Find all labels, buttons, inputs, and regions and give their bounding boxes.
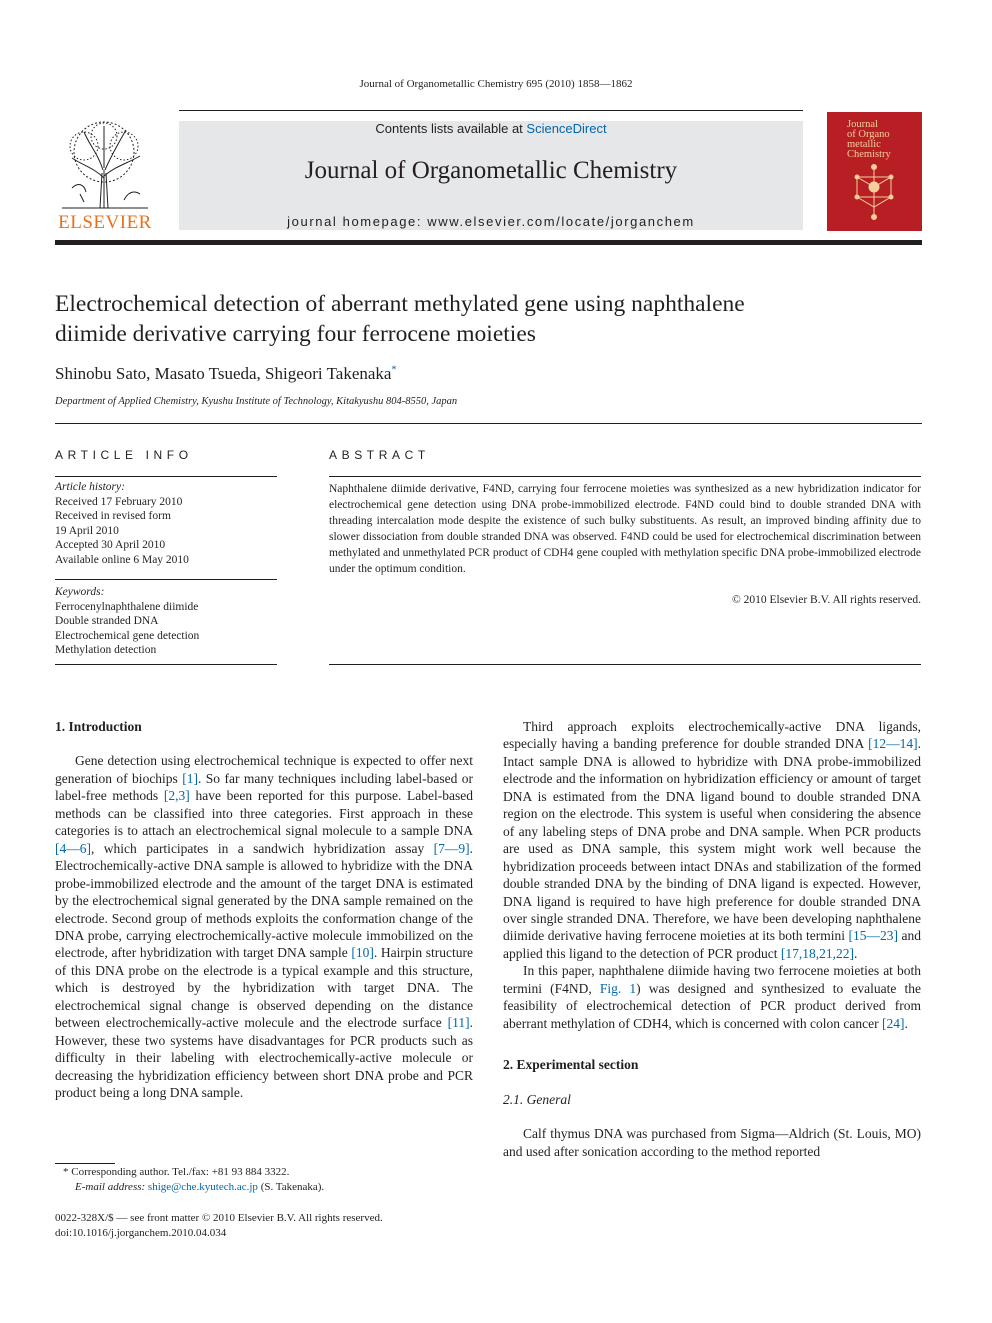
citation-link[interactable]: [15—23] [848,928,899,944]
journal-homepage-link[interactable]: journal homepage: www.elsevier.com/locate/jorganchem [287,214,695,229]
body-paragraph [503,718,921,962]
footnote-rule [55,1163,115,1164]
affiliation-rule [55,423,922,424]
text-run: . Hairpin structure of this DNA probe on the electrode is a typical example and this structure, which is destroyed by the hybridization with target DNA. The electrochemical signal change is observed depending on the distance between electrochemically-active molecule and the electrode surface [55,945,474,1031]
history-entry: Accepted 30 April 2010 [55,539,166,551]
right-column [503,718,921,1160]
history-entry: Received in revised form [55,510,171,522]
doi-line[interactable]: doi:10.1016/j.jorganchem.2010.04.034 [55,1227,227,1239]
abstract-rule [329,476,921,477]
text-run: In this paper, naphthalene diimide having two ferrocene moieties at both termini (F4ND, [503,963,921,996]
section-heading-experimental: 2. Experimental section [503,1057,639,1073]
elsevier-tree-icon [54,118,156,210]
email-note [55,1180,475,1195]
keyword: Ferrocenylnaphthalene diimide [55,600,199,613]
history-entry: Received 17 February 2010 [55,495,183,508]
abstract-text: Naphthalene diimide derivative, F4ND, carrying four ferrocene moieties was synthesized as a new hybridization indicator for electrochemical gene detection using DNA probe-immobilized electrode. F4ND could bind to double stranded DNA with threading intercalation mode despite the existence of such bulky substituents. As result, an improved binding affinity due to slower dissociation from double stranded DNA was observed. F4ND could be used for electrochemical discrimination between methylated and unmethylated PCR product of CDH4 gene coupled with methylation specific DNA probe-immobilized electrode under the optimum condition. [329,483,921,575]
article-info-heading: ARTICLE INFO [55,448,193,462]
text-run: ) was designed and synthesized to evaluate the feasibility of electrochemical detection of PCR product derived from aberrant methylation of CDH4, which is concerned with colon cancer [503,980,921,1031]
citation-link[interactable]: [17,18,21,22] [780,945,854,961]
intro-paragraph [55,752,473,1101]
history-label: Article history: [55,481,125,493]
abstract-copyright: © 2010 Elsevier B.V. All rights reserved. [732,594,921,606]
footnotes [55,1165,475,1195]
article-title-line: Electrochemical detection of aberrant methylated gene using naphthalene [55,291,745,317]
author-names: Shinobu Sato, Masato Tsueda, Shigeori Takenaka [55,364,392,383]
sciencedirect-link[interactable]: ScienceDirect [526,121,607,136]
header-thick-rule [55,240,922,245]
figure-link[interactable]: Fig. 1 [599,980,637,996]
history-entry: 19 April 2010 [55,524,119,537]
keywords [55,585,277,658]
contents-line [179,121,803,136]
text-run: . [853,945,858,961]
text-run: . However, these two systems have disadvantages for PCR products such as difficulty in their labeling with electrochemically-active molecule or decreasing the hybridization efficiency between short DNA probe and PCR product being a long DNA sample. [55,1015,473,1101]
citation-link[interactable]: [2,3] [163,788,190,804]
keyword: Electrochemical gene detection [55,629,200,642]
front-matter [55,1211,495,1241]
history-rule [55,579,277,580]
text-run: Third approach exploits electrochemically-active DNA ligands, especially having a banding preference for double stranded DNA [503,719,921,752]
contents-prefix: Contents lists available at [375,121,527,136]
affiliation: Department of Applied Chemistry, Kyushu Institute of Technology, Kitakyushu 804-8550, Japan [55,396,458,407]
text-run: have been reported for this purpose. Label-based methods can be classified into three categories. First approach in these categories is to attach an electrochemical signal molecule to a sample DNA [55,788,473,839]
corresponding-author-note: * Corresponding author. Tel./fax: +81 93 884 3322. [63,1166,290,1178]
article-info-rule [55,476,277,477]
journal-title: Journal of Organometallic Chemistry [304,157,678,184]
abstract-bottom-rule [329,664,921,665]
keyword: Methylation detection [55,644,157,656]
citation-link[interactable]: [4—6] [55,840,91,856]
text-run: Gene detection using electrochemical technique is expected to offer next generation of biochips [55,753,473,786]
body-paragraph [503,962,921,1032]
citation-link[interactable]: [12—14] [868,736,918,752]
article-title [55,289,935,349]
cover-title-line: Chemistry [847,149,891,160]
text-run: . So far many techniques including label-based or label-free methods [55,770,473,804]
email-suffix: (S. Takenaka). [257,1181,325,1193]
elsevier-wordmark: ELSEVIER [58,212,152,233]
journal-banner [179,121,803,230]
cover-title-line: of Organo [847,129,890,140]
corresponding-author-mark[interactable]: * [391,364,397,376]
text-run: and applied this ligand to the detection of PCR product [503,928,921,961]
cover-title-line: metallic [847,139,881,150]
email-link[interactable]: shige@che.kyutech.ac.jp [147,1181,258,1193]
text-run: . [904,1015,908,1031]
citation-link[interactable]: [10] [351,945,374,961]
citation-link[interactable]: [11] [447,1015,470,1031]
keyword: Double stranded DNA [55,615,159,627]
article-title-line: diimide derivative carrying four ferrocene moieties [55,321,536,347]
keywords-label: Keywords: [55,586,105,598]
text-run: . Electrochemically-active DNA sample is allowed to hybridize with the DNA probe-immobilized electrode and the amount of the target DNA is estimated by the electrochemical signal generated by the DNA sample remained on the electrode. Second group of methods exploits the conformation change of the DNA probe, carrying electrochemically-active molecule immobilized on the electrode, after hybridization with target DNA sample [55,840,473,961]
elsevier-logo [54,118,156,234]
text-run: . Intact sample DNA is allowed to hybridize with DNA probe-immobilized electrode and the information on hybridization efficiency or amount of target DNA is estimated from the DNA ligand bound to double stranded DNA region on the electrode. This system is useful when considering the absence of any labeling steps of DNA probe and DNA sample. When PCR products are used as DNA sample, this system might work well because the hybridization proceeds between intact DNAs and stabilization of the formed double stranded DNA by the binding of DNA ligand is expected. However, DNA ligand is required to have high preference for double stranded DNA over single stranded DNA. Therefore, we have been developing naphthalene diimide derivative having ferrocene moieties at its both termini [503,736,921,944]
body-paragraph: Calf thymus DNA was purchased from Sigma—Aldrich (St. Louis, MO) and used after sonication according to the method reported [503,1126,921,1159]
journal-citation: Journal of Organometallic Chemistry 695 (2010) 1858—1862 [359,78,633,90]
cover-title-line: Journal [847,119,878,130]
history-entry: Available online 6 May 2010 [55,553,189,566]
cover-molecule-icon [827,112,922,231]
journal-cover-image [827,112,922,231]
keywords-rule [55,664,277,665]
citation-link[interactable]: [24] [882,1015,905,1031]
subsection-heading-general: 2.1. General [503,1091,571,1107]
abstract-heading: ABSTRACT [329,448,430,462]
citation-link[interactable]: [1] [182,770,198,786]
authors [55,364,396,384]
text-run: , which participates in a sandwich hybridization assay [91,840,434,856]
left-column [55,718,473,1102]
header-thin-rule [179,110,803,111]
citation-link[interactable]: [7—9] [433,840,470,856]
article-history [55,480,277,567]
email-label: E-mail address: [75,1181,148,1193]
front-matter-line: 0022-328X/$ — see front matter © 2010 Elsevier B.V. All rights reserved. [55,1212,383,1224]
section-heading-introduction: 1. Introduction [55,719,142,734]
